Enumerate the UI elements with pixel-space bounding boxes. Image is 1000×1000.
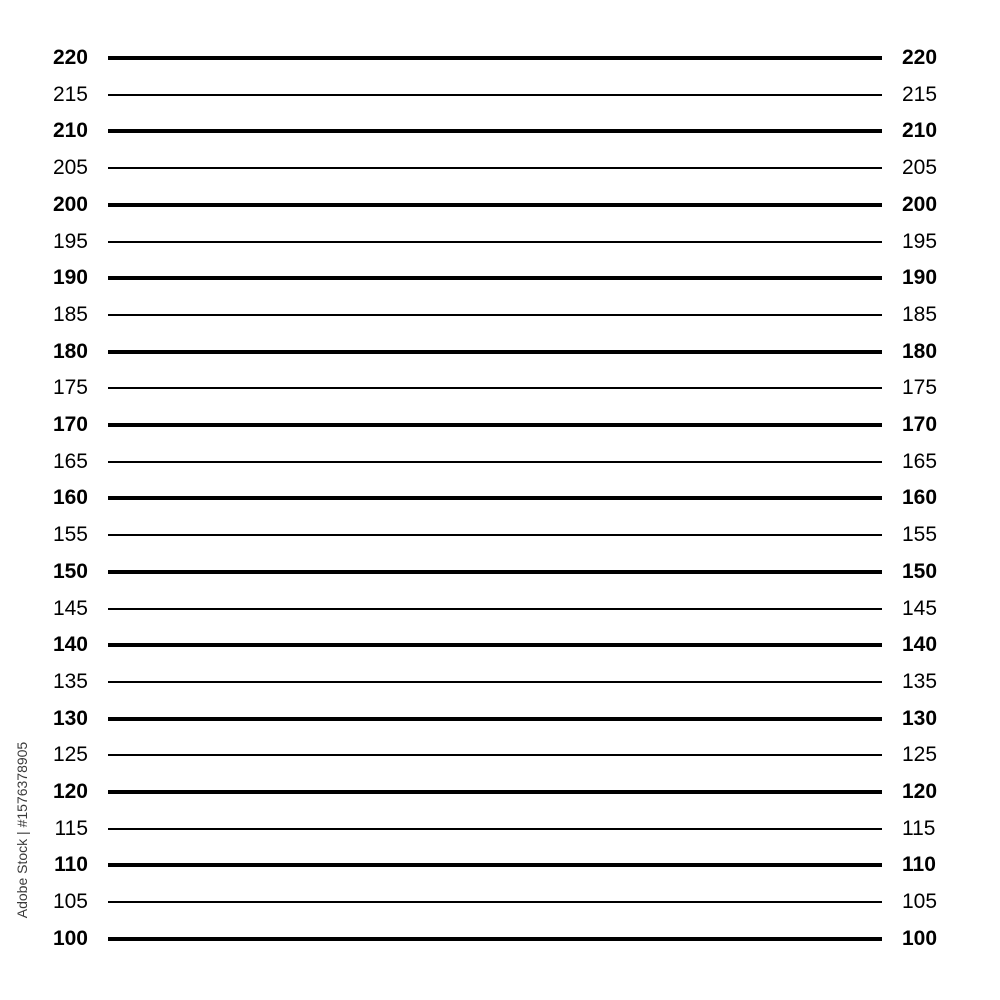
height-label-right: 215: [902, 82, 938, 106]
height-label-right: 140: [902, 633, 938, 657]
height-label-right: 145: [902, 596, 938, 620]
height-label-left: 135: [52, 669, 88, 693]
height-label-right: 115: [902, 816, 936, 840]
height-line: [108, 350, 882, 354]
height-line: [108, 56, 882, 60]
height-line: [108, 901, 882, 903]
height-line: [108, 534, 882, 536]
height-label-left: 175: [52, 376, 88, 400]
height-label-left: 185: [52, 302, 88, 326]
height-label-left: 160: [52, 486, 88, 510]
height-label-left: 215: [52, 82, 88, 106]
height-line: [108, 203, 882, 207]
height-line: [108, 570, 882, 574]
height-label-right: 150: [902, 559, 938, 583]
height-label-right: 205: [902, 156, 938, 180]
height-label-right: 120: [902, 780, 938, 803]
height-label-left: 190: [52, 266, 88, 290]
height-line: [108, 276, 882, 280]
height-label-left: 165: [52, 449, 88, 473]
height-label-right: 130: [902, 706, 938, 730]
height-label-right: 165: [902, 449, 938, 473]
height-label-left: 220: [52, 46, 88, 69]
height-label-right: 110: [902, 853, 936, 877]
height-line: [108, 129, 882, 133]
height-label-right: 155: [902, 523, 938, 547]
height-line: [108, 717, 882, 721]
height-line: [108, 790, 882, 794]
height-label-right: 220: [902, 46, 938, 69]
height-label-left: 145: [52, 596, 88, 620]
height-label-right: 100: [902, 926, 938, 950]
height-label-right: 185: [902, 302, 938, 326]
height-label-left: 140: [52, 633, 88, 657]
height-label-left: 115: [54, 816, 88, 840]
height-line: [108, 937, 882, 941]
height-line: [108, 461, 882, 463]
height-label-right: 160: [902, 486, 938, 510]
height-label-left: 200: [52, 192, 88, 216]
height-label-left: 205: [52, 156, 88, 180]
height-line: [108, 167, 882, 169]
height-label-left: 155: [52, 523, 88, 547]
height-label-left: 130: [52, 706, 88, 730]
height-label-left: 150: [52, 559, 88, 583]
height-label-right: 195: [902, 229, 938, 253]
height-label-right: 175: [902, 376, 938, 400]
height-label-left: 210: [52, 119, 88, 143]
height-label-right: 180: [902, 339, 938, 363]
height-line: [108, 608, 882, 610]
height-label-left: 120: [52, 780, 88, 803]
height-label-left: 180: [52, 339, 88, 363]
height-label-right: 200: [902, 192, 938, 216]
height-label-left: 105: [52, 890, 88, 914]
height-line: [108, 643, 882, 647]
height-line: [108, 241, 882, 243]
height-line: [108, 828, 882, 830]
height-line: [108, 94, 882, 96]
height-label-right: 190: [902, 266, 938, 290]
height-label-right: 170: [902, 413, 938, 436]
height-label-right: 210: [902, 119, 938, 143]
height-label-right: 135: [902, 669, 938, 693]
height-label-right: 125: [902, 743, 938, 767]
height-line: [108, 496, 882, 500]
height-label-right: 105: [902, 890, 938, 914]
height-label-left: 125: [52, 743, 88, 767]
height-label-left: 100: [52, 926, 88, 950]
height-line: [108, 423, 882, 427]
height-line: [108, 863, 882, 867]
height-line: [108, 314, 882, 316]
height-label-left: 170: [52, 413, 88, 436]
height-line: [108, 387, 882, 389]
height-line: [108, 754, 882, 756]
stock-watermark-id: Adobe Stock | #1576378905: [14, 741, 30, 919]
height-line: [108, 681, 882, 683]
height-label-left: 195: [52, 229, 88, 253]
height-label-left: 110: [54, 853, 88, 877]
